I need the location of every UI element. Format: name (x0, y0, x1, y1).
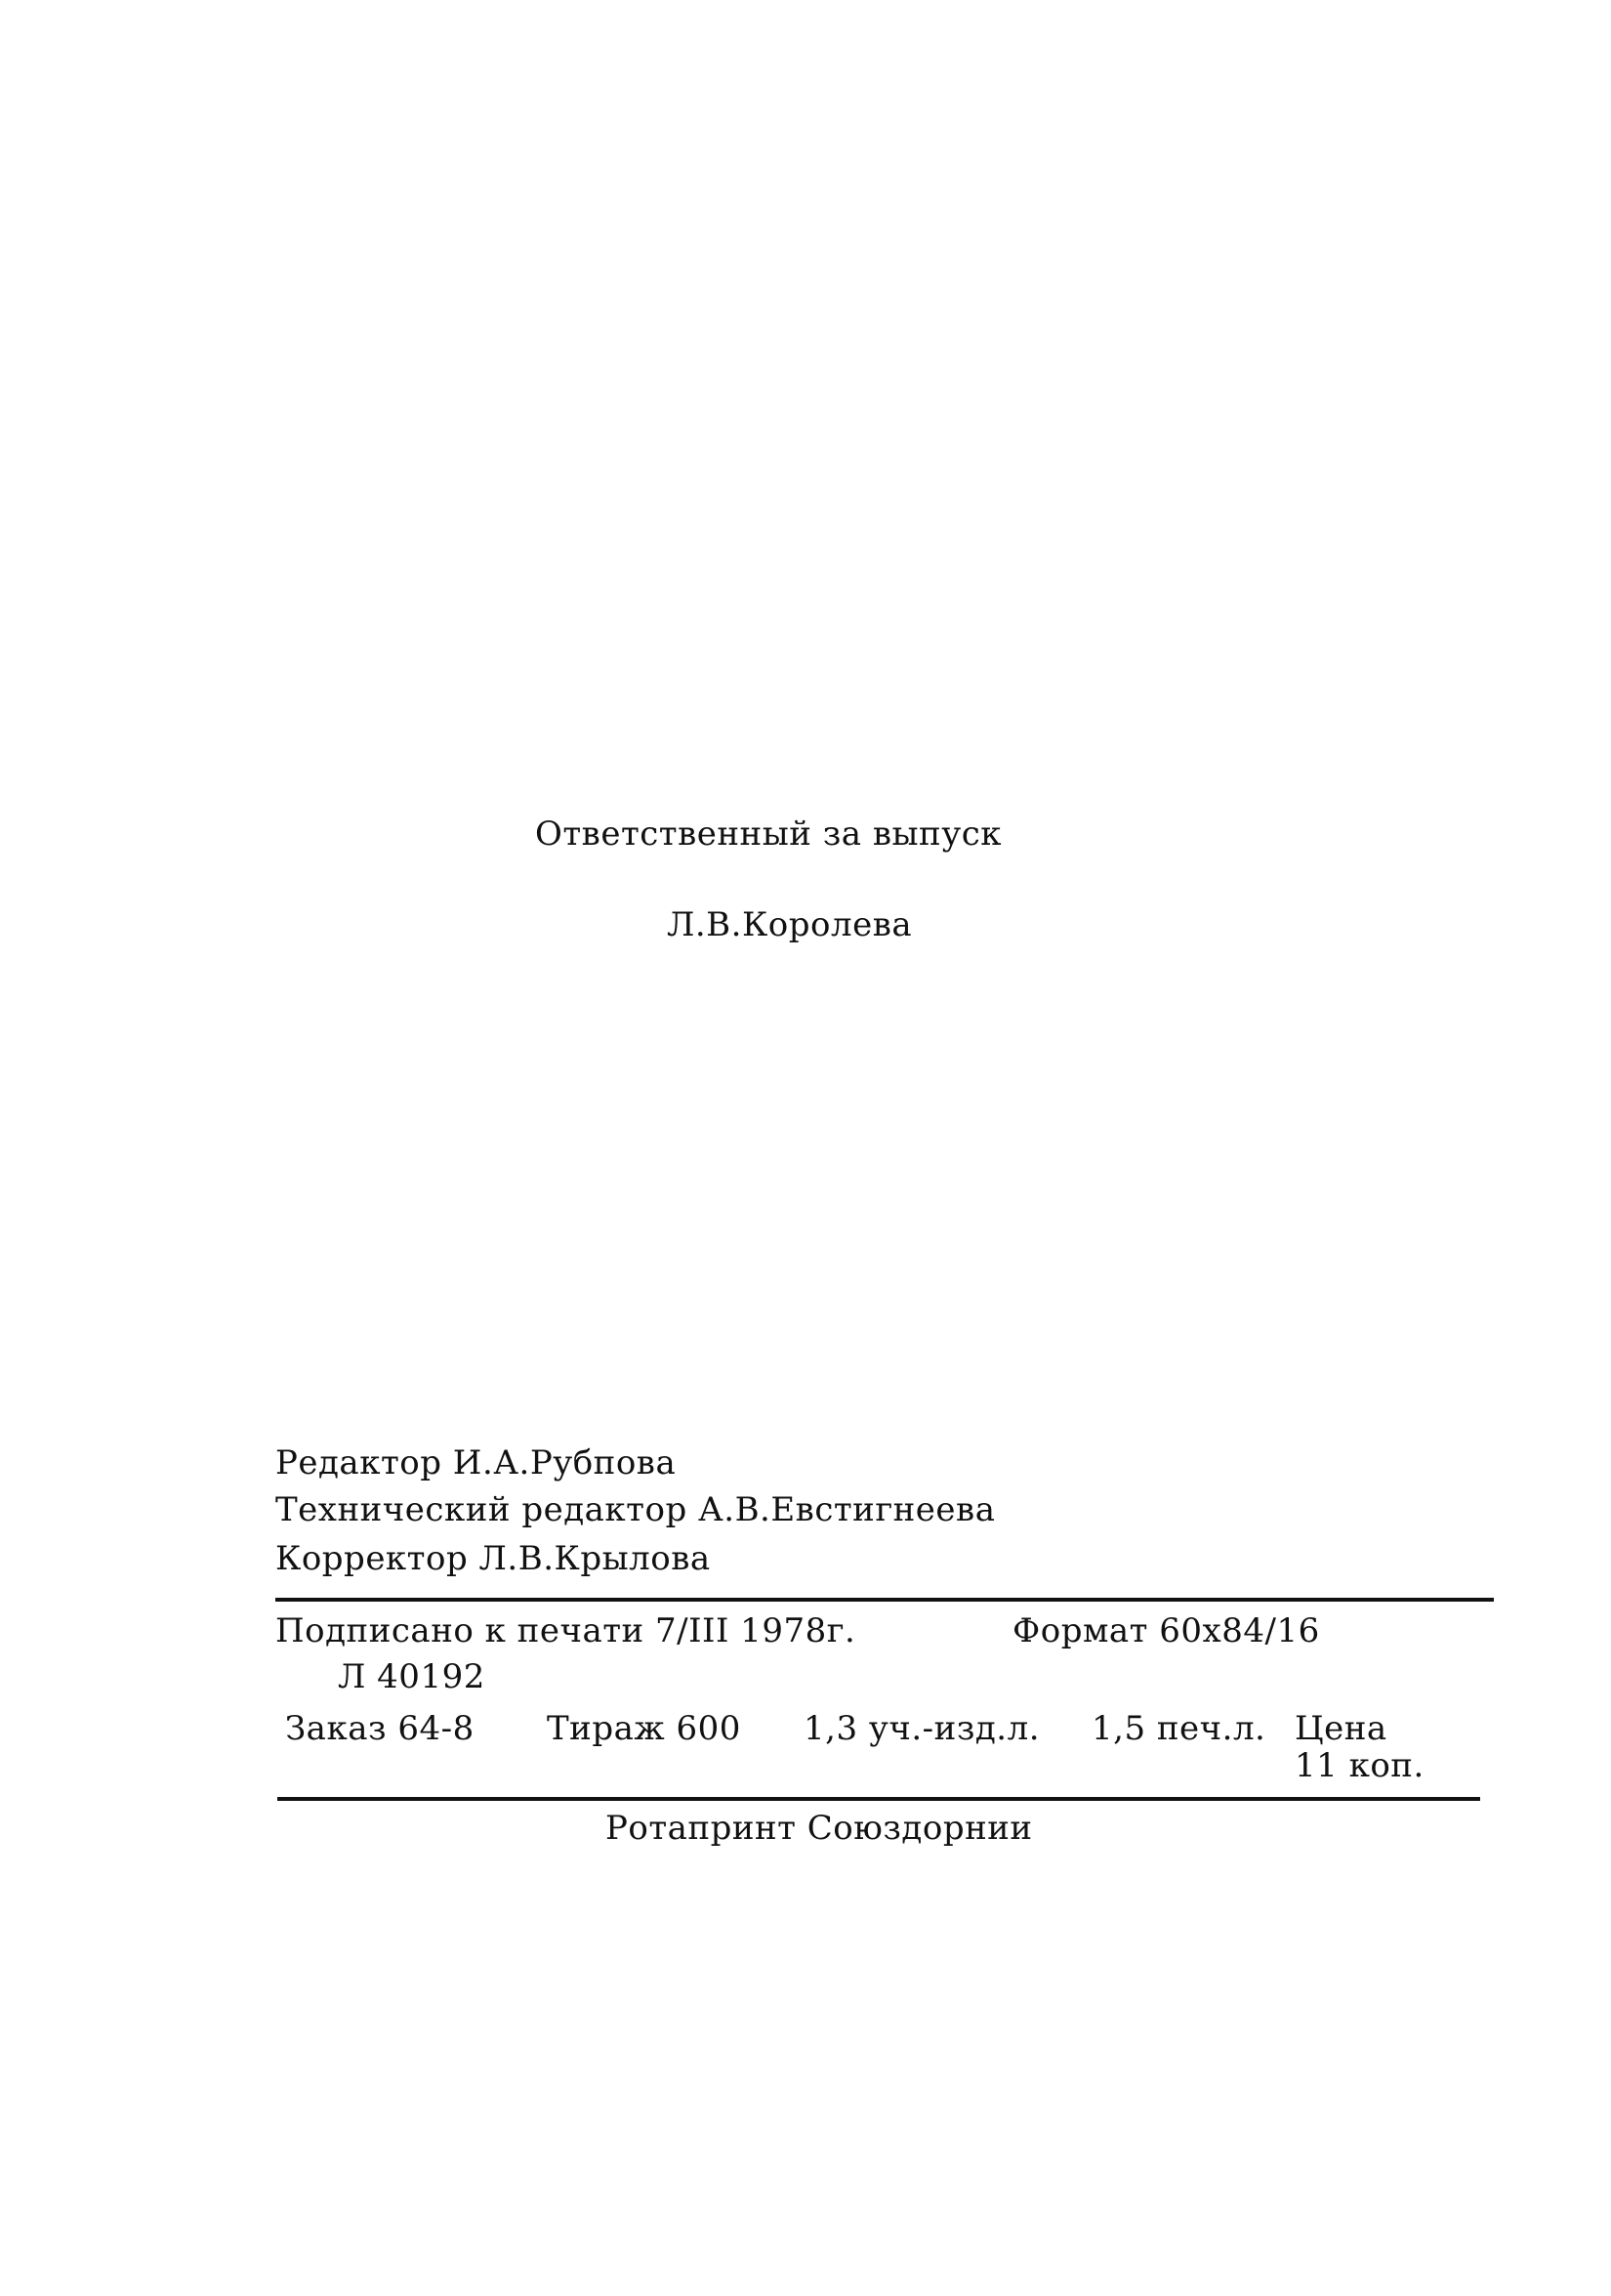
bottom-divider (277, 1797, 1480, 1801)
license-line: Л 40192 (338, 1657, 485, 1696)
print-run-line: Тираж 600 (547, 1709, 741, 1748)
top-divider (275, 1598, 1494, 1602)
tech-editor-line: Технический редактор А.В.Евстигнеева (275, 1490, 996, 1529)
printer-line: Ротапринт Союздорнии (605, 1809, 1033, 1848)
responsible-name: Л.В.Королева (667, 905, 913, 944)
price-label: Цена (1295, 1709, 1387, 1748)
printed-sheets-line: 1,5 печ.л. (1092, 1709, 1266, 1748)
responsible-label: Ответственный за выпуск (535, 814, 1003, 854)
proofreader-line: Корректор Л.В.Крылова (275, 1539, 711, 1578)
signed-line: Подписано к печати 7/III 1978г. (275, 1611, 856, 1650)
price-value: 11 коп. (1295, 1746, 1425, 1785)
order-line: Заказ 64-8 (285, 1709, 475, 1748)
publisher-sheets-line: 1,3 уч.-изд.л. (804, 1709, 1041, 1748)
format-line: Формат 60x84/16 (1012, 1611, 1320, 1650)
editor-line: Редактор И.А.Рубпова (275, 1443, 677, 1482)
